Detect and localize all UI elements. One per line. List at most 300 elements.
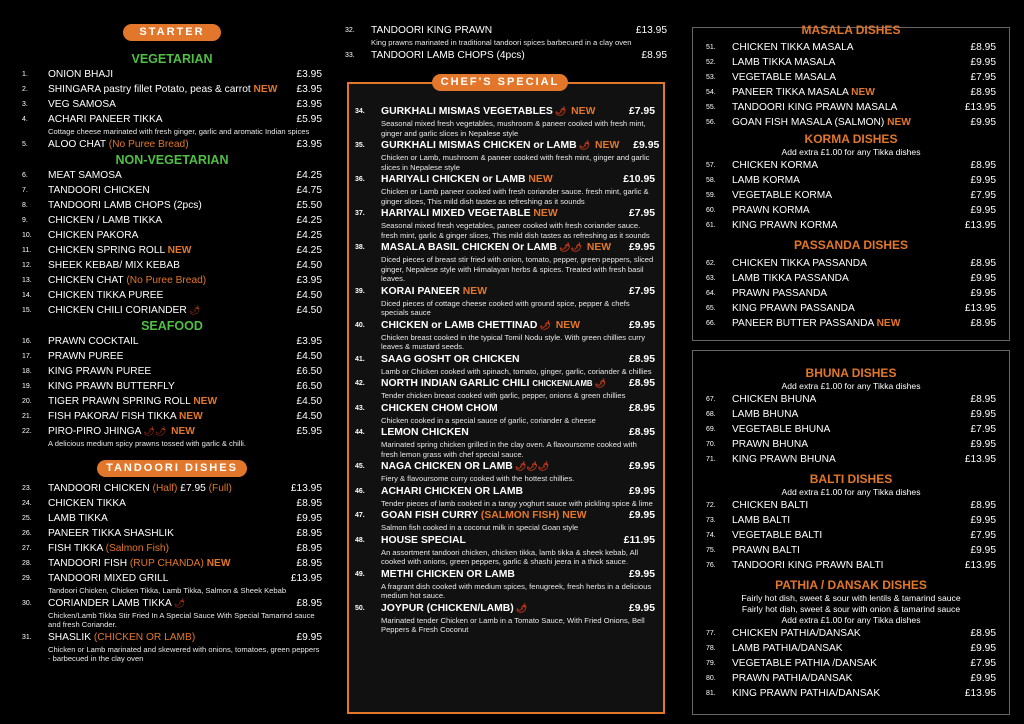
item-number: 74. [706,532,716,539]
menu-item [22,424,322,439]
menu-item [706,392,996,407]
item-price: £9.95 [970,545,996,556]
item-number: 23. [22,485,32,492]
menu-item [22,97,322,112]
item-title: PIRO-PIRO JHINGA [48,425,142,437]
new-badge: NEW [206,558,231,569]
pathia-heading: PATHIA / DANSAK DISHES [775,578,927,592]
menu-item [706,671,996,686]
chili-icon: 🌶 [578,140,591,150]
menu-item [706,100,996,115]
item-title: CHICKEN CHOM CHOM [381,402,498,414]
item-name [48,424,282,439]
menu-item [706,173,996,188]
menu-item [22,258,322,273]
item-price: £5.95 [296,425,322,437]
menu-item [355,172,655,187]
menu-item [22,379,322,394]
item-number: 12. [22,261,32,269]
item-title: GURKHALI MISMAS CHICKEN or LAMB [381,140,577,151]
item-price: £9.95 [628,319,655,331]
non-vegetarian-heading: NON-VEGETARIAN [115,152,229,167]
masala-heading: MASALA DISHES [801,23,901,37]
item-title: SHINGARA pastry fillet Potato, peas & carrot [48,84,251,95]
korma-list [706,158,996,233]
item-name [732,218,956,233]
new-badge: NEW [167,244,192,256]
item-title: LAMB TIKKA MASALA [732,57,836,68]
item-title: VEGETABLE MASALA [732,72,836,83]
item-title: PANEER TIKKA SHASHLIK [48,528,174,539]
item-title: VEGETABLE PATHIA /DANSAK [732,658,877,669]
item-name [732,656,956,671]
item-price: £7.95 [970,424,996,435]
item-name [732,437,956,452]
item-price: £8.95 [628,378,655,389]
pathia-note-3: Add extra £1.00 for any Tikka dishes [781,615,921,625]
item-description: Salmon fish cooked in a coconut milk in special Goan style [381,523,579,532]
item-number: 80. [706,675,716,682]
item-title: VEGETABLE BHUNA [732,424,831,435]
bhuna-heading: BHUNA DISHES [805,366,897,380]
item-description: Tender pieces of lamb cooked in a tangy yoghurt sauce with pickling spice & lime [381,498,653,508]
menu-item [22,334,322,349]
menu-item [22,596,322,611]
item-number: 61. [706,222,716,229]
menu-item [355,376,655,391]
item-title: MEAT SAMOSA [48,169,122,181]
new-badge: NEW [171,425,195,437]
item-number: 64. [706,290,716,297]
starter-heading: STARTER [123,24,221,41]
item-number: 14. [22,291,32,299]
item-name [381,318,615,333]
item-number: 43. [355,404,365,412]
item-title: TANDOORI KING PRAWN MASALA [732,102,898,113]
menu-item [22,137,322,152]
item-name [732,173,956,188]
menu-item [355,104,655,119]
menu-item [706,85,996,100]
item-title: PRAWN BHUNA [732,439,809,450]
item-note-2: (Full) [208,483,232,494]
item-number: 63. [706,275,716,282]
item-number: 6. [22,171,28,179]
item-price: £11.95 [623,534,655,546]
item-title: MASALA BASIL CHICKEN Or LAMB [381,242,558,253]
item-name [48,364,282,379]
item-name [48,496,282,511]
pathia-note-1: Fairly hot dish, sweet & sour with lentils & tamarind sauce [741,593,961,603]
item-title: CHICKEN SPRING ROLL [48,244,165,256]
menu-item [355,401,655,416]
item-number: 25. [22,515,32,522]
item-note: (No Puree Bread) [108,138,189,150]
item-price: £7.95 [970,658,996,669]
item-number: 46. [355,487,365,495]
chili-icon: 🌶 [554,106,567,116]
item-price: £4.25 [296,169,322,181]
item-note: (Half) [152,483,178,494]
item-price: £4.50 [296,350,322,362]
item-name [48,334,282,349]
item-number: 44. [355,429,365,436]
item-name [732,158,956,173]
item-number: 38. [355,244,365,251]
item-name [732,115,956,130]
item-title: SHEEK KEBAB/ MIX KEBAB [48,259,180,271]
item-name [48,82,282,97]
item-number: 45. [355,463,365,470]
menu-item [22,82,322,97]
menu-item [22,168,322,183]
item-title: LAMB TIKKA [48,513,108,524]
item-number: 31. [22,633,32,641]
menu-item [22,364,322,379]
item-number: 4. [22,116,28,123]
menu-item [706,407,996,422]
item-name [48,349,282,364]
item-title: TANDOORI CHICKEN [48,483,150,494]
item-price: £8.95 [628,353,655,365]
item-name [732,203,956,218]
item-description: Fiery & flavoursome curry cooked with the hottest chillies. [381,474,575,483]
menu-item [355,459,655,474]
item-number: 69. [706,426,716,433]
tandoori-heading: TANDOORI DISHES [97,460,247,477]
item-price: £7.95 [970,72,996,83]
item-name [732,422,956,437]
item-price: £9.95 [970,205,996,216]
new-badge: NEW [555,319,581,331]
menu-item [345,23,667,38]
item-title: HOUSE SPECIAL [381,534,466,546]
menu-item [706,422,996,437]
item-price: £4.50 [296,304,322,316]
passanda-list [706,256,996,331]
item-number: 39. [355,287,365,295]
item-price: £4.50 [296,289,322,301]
item-price: £13.95 [964,102,996,113]
item-description: A delicious medium spicy prawns tossed with garlic & chilli. [48,438,246,448]
item-name [732,671,956,686]
chili-icon: 🌶 [594,378,607,388]
menu-item [706,686,996,701]
item-name [381,508,615,523]
menu-item [706,498,996,513]
item-price: £9.95 [628,568,655,580]
item-number: 16. [22,337,32,345]
item-title: KORAI PANEER [381,285,460,297]
item-title: SAAG GOSHT OR CHICKEN [381,353,520,365]
item-price: £3.95 [296,84,322,95]
item-price: £9.95 [296,513,322,524]
item-price: £10.95 [623,174,655,185]
item-number: 81. [706,690,716,697]
item-title: ONION BHAJI [48,69,114,80]
item-price: £13.95 [635,25,667,36]
menu-item [22,511,322,526]
item-price: £4.50 [296,410,322,422]
item-price: £8.95 [970,160,996,171]
item-name [48,168,282,183]
item-name [381,172,615,187]
item-name [381,206,615,221]
item-title: KING PRAWN PUREE [48,365,152,377]
new-badge: NEW [178,410,203,422]
item-number: 72. [706,502,716,509]
item-name [381,284,615,299]
item-price: £8.95 [296,597,322,609]
item-description: Cottage cheese marinated with fresh ginger, garlic and aromatic Indian spices [48,127,310,136]
item-number: 41. [355,355,365,363]
item-title: VEGETABLE KORMA [732,190,833,201]
item-number: 3. [22,101,28,108]
item-number: 28. [22,560,32,567]
item-description: Chicken or Lamb paneer cooked with fresh coriander sauce. fresh mint, garlic & ginger slices, This mild dish tastes as refreshing as it sounds [381,187,649,206]
menu-item [22,198,322,213]
item-name [732,40,956,55]
item-price: £9.95 [970,515,996,526]
item-number: 78. [706,645,716,652]
item-name [48,481,282,496]
item-number: 59. [706,192,716,199]
new-badge: NEW [876,318,901,329]
item-name [381,533,615,548]
item-title: TANDOORI FISH [48,558,128,569]
new-badge: NEW [586,242,612,253]
item-name [732,407,956,422]
item-number: 68. [706,411,716,418]
new-badge: NEW [595,140,620,151]
item-price: £8.95 [970,87,996,98]
item-name [732,392,956,407]
item-price: £9.95 [628,602,655,614]
item-name [48,183,282,198]
item-title: CORIANDER LAMB TIKKA [48,597,172,609]
item-number: 60. [706,207,716,214]
item-price: £8.95 [296,558,322,569]
item-title: HARIYALI MIXED VEGETABLE [381,208,531,219]
item-title: PRAWN BALTI [732,545,800,556]
item-price: £9.95 [628,242,655,253]
item-name [48,288,282,303]
item-name [732,188,956,203]
item-name [732,686,956,701]
chili-icon: 🌶 [515,602,528,613]
column-curries [692,0,1010,701]
item-description: Chicken breast cooked in the typical Tomil Nodu style. With green chillies curry leaves & mustard seeds. [381,332,646,351]
menu-item [706,218,996,233]
item-title: JOYPUR (CHICKEN/LAMB) [381,602,514,614]
item-title: CHICKEN KORMA [732,160,819,171]
item-number: 50. [355,604,365,612]
item-title: TANDOORI MIXED GRILL [48,573,169,584]
item-number: 62. [706,260,716,267]
item-title: VEG SAMOSA [48,99,116,110]
menu-item [706,271,996,286]
item-title: LAMB KORMA [732,175,800,186]
item-name [381,401,615,416]
passanda-heading: PASSANDA DISHES [793,238,909,252]
item-price: £9.95 [970,57,996,68]
item-number: 53. [706,74,716,81]
item-number: 8. [22,201,28,209]
item-title: TANDOORI KING PRAWN [371,25,493,36]
item-note: (CHICKEN OR LAMB) [93,631,196,643]
menu-item [706,513,996,528]
item-title: KING PRAWN KORMA [732,220,838,231]
new-badge: NEW [562,510,587,521]
item-price: £7.95 [628,285,655,297]
item-name [381,484,615,499]
item-number: 36. [355,176,365,183]
item-number: 11. [22,246,32,254]
item-title: CHICKEN TIKKA [48,498,126,509]
item-title: PANEER TIKKA MASALA [732,87,849,98]
item-title: LAMB BALTI [732,515,791,526]
item-name [732,626,956,641]
item-title: KING PRAWN BHUNA [732,454,836,465]
item-title: ACHARI CHICKEN OR LAMB [381,485,523,497]
column-chefs-special [345,0,667,63]
item-number: 70. [706,441,716,448]
item-title: SHASLIK [48,631,92,643]
item-number: 55. [706,104,716,111]
item-name [48,258,282,273]
seafood-heading: SEAFOOD [141,318,203,333]
item-title: ALOO CHAT [48,138,106,150]
item-title: CHICKEN BALTI [732,500,809,511]
menu-item [706,626,996,641]
item-price: £3.95 [296,274,322,286]
menu-item [706,656,996,671]
item-price: £13.95 [290,483,322,494]
item-description: Diced pieces of breast stir fried with onion, tomato, pepper, green peppers, sliced ginger, Nepalese style with Himalayan herbs & spices. Treated with fresh basil leaves. [381,255,654,283]
chili-icon: 🌶🌶🌶 [514,461,550,471]
item-description: King prawns marinated in traditional tandoori spices barbecued in a clay oven [371,38,632,47]
new-badge: NEW [851,87,875,98]
item-description: Chicken cooked in a special sauce of garlic, coriander & cheese [381,415,596,425]
seafood-list [22,334,322,449]
menu-item [22,541,322,556]
item-description: Marinated spring chicken grilled in the clay oven. A flavoursome cooked with fresh lemon grass with chef special sauce. [381,440,637,459]
bhuna-list [706,392,996,467]
item-name [732,286,956,301]
item-name [48,630,282,645]
column-starters [22,0,322,664]
item-price: £6.50 [296,380,322,392]
item-name [48,112,282,127]
item-number: 20. [22,397,32,405]
item-name [381,240,615,255]
item-half-price: £7.95 [180,483,206,494]
item-title: TANDOORI LAMB CHOPS (4pcs) [371,49,525,61]
item-name [371,23,627,38]
menu-item [706,188,996,203]
pathia-list [706,626,996,701]
item-number: 21. [22,412,32,420]
item-title: KING PRAWN BUTTERFLY [48,380,175,392]
item-number: 9. [22,216,28,224]
item-price: £5.50 [296,199,322,211]
item-number: 7. [22,186,28,194]
item-note: (SALMON FISH) [480,510,560,521]
new-badge: NEW [528,174,553,185]
item-name [732,85,956,100]
item-number: 51. [706,44,716,51]
item-name [732,271,956,286]
vegetarian-heading: VEGETARIAN [131,52,213,66]
pathia-note-2: Fairly hot dish, sweet & sour with onion & tamarind sauce [741,604,961,614]
item-number: 42. [355,380,365,387]
item-title: TANDOORI LAMB CHOPS (2pcs) [48,199,202,211]
menu-item [22,183,322,198]
menu-item [706,286,996,301]
item-title: PRAWN KORMA [732,205,810,216]
item-name [48,511,282,526]
item-name [48,596,282,611]
menu-item [706,641,996,656]
item-price: £7.95 [970,530,996,541]
item-number: 17. [22,352,32,360]
menu-item [355,425,655,440]
chili-icon: 🌶🌶 [143,425,167,436]
item-price: £9.95 [628,461,655,472]
item-name [381,352,615,367]
item-name [732,513,956,528]
item-name [48,526,282,541]
menu-item [355,508,655,523]
item-title: CHICKEN TIKKA PASSANDA [732,258,867,269]
item-number: 24. [22,500,32,507]
item-title: HARIYALI CHICKEN or LAMB [381,174,526,185]
menu-item [706,316,996,331]
item-price: £13.95 [964,220,996,231]
item-title: FISH TIKKA [48,543,103,554]
menu-item [355,601,655,616]
item-name [48,213,282,228]
item-number: 2. [22,86,28,93]
item-title: CHICKEN or LAMB CHETTINAD [381,319,538,331]
new-badge: NEW [571,106,596,117]
chefs-special-panel [347,82,665,714]
item-price: £3.95 [296,99,322,110]
item-title: NORTH INDIAN GARLIC CHILI [381,378,530,389]
item-title: LAMB BHUNA [732,409,799,420]
item-number: 18. [22,367,32,375]
item-description: A fragrant dish cooked with medium spices, fenugreek, fresh herbs in a delicious medium hot sauce. [381,581,652,600]
item-title: LAMB PATHIA/DANSAK [732,643,843,654]
menu-item [22,556,322,571]
item-price: £9.95 [970,175,996,186]
item-title: PRAWN PUREE [48,350,124,362]
korma-note: Add extra £1.00 for any Tikka dishes [781,147,921,157]
menu-item [22,228,322,243]
item-price: £7.95 [628,106,655,117]
chili-icon: 🌶 [173,597,186,608]
item-description: Marinated tender Chicken or Lamb in a Tomato Sauce, With Fried Onions, Bell Peppers & Fresh Coconut [381,615,645,634]
item-number: 47. [355,512,365,519]
item-name [48,273,282,288]
item-title: CHICKEN CHILI CORIANDER [48,304,187,316]
menu-item [22,409,322,424]
menu-item [706,158,996,173]
item-name [381,601,615,616]
item-price: £3.95 [296,335,322,347]
item-price: £9.95 [628,485,655,497]
item-title: GURKHALI MISMAS VEGETABLES [381,106,553,117]
